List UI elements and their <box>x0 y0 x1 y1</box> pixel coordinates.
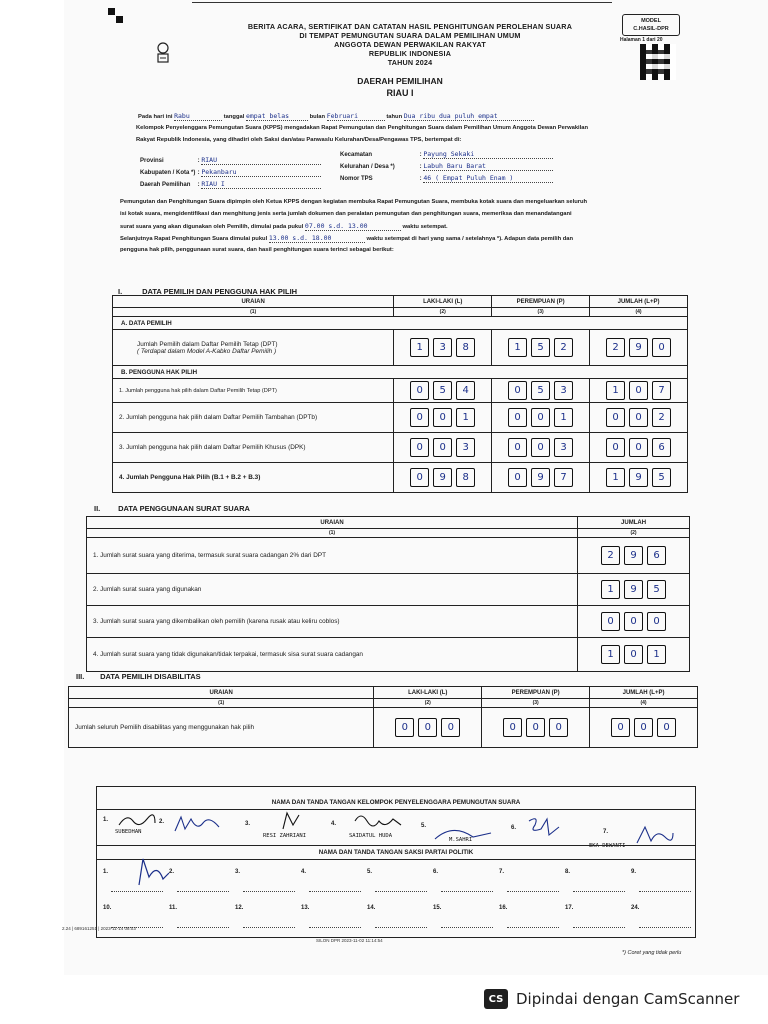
saksi-signature-slot: 5. <box>367 869 373 875</box>
saksi-signature-slot: 13. <box>301 905 310 911</box>
digit-box: 0 <box>652 338 671 357</box>
time-range-1: 07.00 s.d. 13.00 <box>305 222 401 231</box>
camscanner-watermark <box>472 981 768 1017</box>
kpu-logo-icon <box>156 42 170 64</box>
col-jumlah: JUMLAH (L+P) <box>590 687 698 699</box>
digit-box: 1 <box>606 468 625 487</box>
page-indicator: Halaman 1 dari 20 <box>620 37 663 43</box>
col-jumlah: JUMLAH <box>578 517 690 529</box>
table-section-3 <box>68 686 698 748</box>
saksi-signature-line <box>639 927 691 928</box>
digit-box: 1 <box>508 338 527 357</box>
saksi-signature-line <box>375 891 427 892</box>
dpt-jumlah-cell <box>590 330 688 366</box>
digit-box: 3 <box>456 438 475 457</box>
kpps-signature-5 <box>421 823 426 829</box>
digit-box: 0 <box>410 438 429 457</box>
signature-scribble-icon <box>173 813 223 835</box>
table-colnum-row <box>87 529 690 538</box>
colnum: (3) <box>482 699 590 708</box>
kpps-name-5: M.SAHRI <box>449 837 473 843</box>
cell-jumlah <box>590 379 688 403</box>
saksi-signature-slot: 17. <box>565 905 574 911</box>
digit-box: 0 <box>601 612 620 631</box>
saksi-signature-slot: 9. <box>631 869 637 875</box>
digit-box: 0 <box>634 718 653 737</box>
section-3-number: III. <box>76 672 85 681</box>
digit-box: 8 <box>456 468 475 487</box>
digit-box: 0 <box>606 438 625 457</box>
section-3-title <box>76 672 201 681</box>
kpps-name-4: SAIDATUL HUDA <box>349 833 393 839</box>
saksi-signature-line <box>243 927 295 928</box>
provinsi-field: Provinsi : RIAU <box>140 156 321 165</box>
year-label: tahun <box>386 114 403 120</box>
cell-jumlah <box>578 606 690 638</box>
title-line: REPUBLIK INDONESIA <box>368 49 452 58</box>
colnum: (2) <box>578 529 690 538</box>
saksi-signature-slot: 3. <box>235 869 241 875</box>
digit-box: 0 <box>410 408 429 427</box>
saksi-signature-line <box>507 891 559 892</box>
signature-scribble-icon <box>525 815 565 839</box>
cell-perempuan <box>482 708 590 748</box>
kabkota-field: Kabupaten / Kota *) : Pekanbaru <box>140 168 321 177</box>
title-line: BERITA ACARA, SERTIFIKAT DAN CATATAN HASIL PENGHITUNGAN PEROLEHAN SUARA <box>247 22 573 31</box>
cell-perempuan <box>492 403 590 433</box>
col-laki: LAKI-LAKI (L) <box>374 687 482 699</box>
cell-jumlah <box>590 708 698 748</box>
digit-box: 0 <box>531 408 550 427</box>
colnum: (1) <box>87 529 578 538</box>
dpt-label-line-1: Jumlah Pemilih dalam Daftar Pemilih Tetap (DPT) <box>137 340 278 348</box>
table-header-row <box>113 296 688 308</box>
digit-box: 0 <box>503 718 522 737</box>
group-a-label: A. DATA PEMILIH <box>113 317 688 330</box>
col-perempuan: PEREMPUAN (P) <box>482 687 590 699</box>
signature-scribble-icon <box>133 857 173 887</box>
body-line-2: isi kotak suara, mengidentifikasi dan menghitung jenis serta jumlah dokumen dan peralatan pemungutan dan penghitungan suara, memeriksa dan menandatangani <box>120 211 572 217</box>
digit-box: 1 <box>554 408 573 427</box>
kabkota-label: Kabupaten / Kota *) <box>140 170 196 176</box>
qr-code-icon <box>640 44 676 80</box>
digit-box: 0 <box>531 438 550 457</box>
digit-box: 9 <box>531 468 550 487</box>
signature-number: 2. <box>159 819 165 825</box>
month-label: bulan <box>309 114 326 120</box>
table-row <box>87 538 690 574</box>
col-jumlah: JUMLAH (L+P) <box>590 296 688 308</box>
col-laki: LAKI-LAKI (L) <box>394 296 492 308</box>
digit-box: 5 <box>433 381 452 400</box>
saksi-signature-slot: 12. <box>235 905 244 911</box>
dpt-laki-cell <box>394 330 492 366</box>
digit-box: 0 <box>433 408 452 427</box>
digit-box: 9 <box>624 580 643 599</box>
row-label: 2. Jumlah pengguna hak pilih dalam Daftar Pemilih Tambahan (DPTb) <box>113 403 394 433</box>
section-2-heading: DATA PENGGUNAAN SURAT SUARA <box>118 504 250 513</box>
divider <box>97 859 695 860</box>
digit-box: 0 <box>433 438 452 457</box>
cell-jumlah <box>590 403 688 433</box>
opening-line-3: Rakyat Republik Indonesia, yang dihadiri oleh Saksi dan/atau Panwaslu Kelurahan/Desa/Pengawas TPS, bertempat di: <box>136 137 462 143</box>
day-value: Rabu <box>174 112 222 121</box>
cell-laki <box>394 433 492 463</box>
model-code: C.HASIL-DPR <box>633 26 669 32</box>
signature-number: 4. <box>331 821 337 827</box>
digit-box: 1 <box>410 338 429 357</box>
digit-box: 7 <box>554 468 573 487</box>
row-label: 3. Jumlah pengguna hak pilih dalam Daftar Pemilih Khusus (DPK) <box>113 433 394 463</box>
cell-jumlah <box>578 638 690 672</box>
digit-box: 0 <box>395 718 414 737</box>
row-label: 1. Jumlah pengguna hak pilih dalam Daftar Pemilih Tetap (DPT) <box>113 379 394 403</box>
saksi-signature-line <box>441 927 493 928</box>
title-line: TAHUN 2024 <box>387 58 433 67</box>
opening-line-1 <box>138 112 698 121</box>
digit-box: 8 <box>456 338 475 357</box>
table-section-2 <box>86 516 690 672</box>
tps-label: Nomor TPS <box>340 176 373 182</box>
table-header-row <box>69 687 698 699</box>
digit-box: 3 <box>554 438 573 457</box>
table-header-row <box>87 517 690 529</box>
barcode-center: SILON DPR 2023-11-02 11:14:54 <box>316 938 383 943</box>
saksi-signature-slot: 1. <box>103 869 109 875</box>
row-label: 3. Jumlah surat suara yang dikembalikan oleh pemilih (karena rusak atau keliru coblos) <box>87 606 578 638</box>
digit-box: 0 <box>657 718 676 737</box>
digit-box: 9 <box>433 468 452 487</box>
signature-number: 1. <box>103 817 109 823</box>
colnum: (1) <box>69 699 374 708</box>
colnum: (2) <box>394 308 492 317</box>
table-row <box>113 379 688 403</box>
table-row <box>87 638 690 672</box>
digit-box: 2 <box>554 338 573 357</box>
registration-mark <box>108 8 115 15</box>
signature-number: 7. <box>603 829 609 835</box>
digit-box: 1 <box>647 645 666 664</box>
digit-box: 0 <box>441 718 460 737</box>
saksi-signature-line <box>177 891 229 892</box>
digit-box: 9 <box>624 546 643 565</box>
saksi-signature-slot: 15. <box>433 905 442 911</box>
group-b-label: B. PENGGUNA HAK PILIH <box>113 366 688 379</box>
body-line-4 <box>120 234 710 243</box>
model-label: MODEL <box>641 18 661 24</box>
keldesa-value: Labuh Baru Barat <box>423 162 553 171</box>
model-badge <box>622 14 680 36</box>
digit-box: 0 <box>629 438 648 457</box>
row-label: 4. Jumlah surat suara yang tidak digunakan/tidak terpakai, termasuk sisa surat suara cadangan <box>87 638 578 672</box>
row-label: 4. Jumlah Pengguna Hak Pilih (B.1 + B.2 + B.3) <box>113 463 394 493</box>
col-uraian: URAIAN <box>69 687 374 699</box>
cell-laki <box>374 708 482 748</box>
keldesa-label: Kelurahan / Desa *) <box>340 164 395 170</box>
group-row-a <box>113 317 688 330</box>
digit-box: 0 <box>647 612 666 631</box>
signature-box <box>96 786 696 938</box>
digit-box: 0 <box>606 408 625 427</box>
dpt-perempuan-cell <box>492 330 590 366</box>
region-value: RIAU I <box>386 88 414 98</box>
document-title <box>210 22 610 67</box>
digit-box: 0 <box>508 438 527 457</box>
body-line-1: Pemungutan dan Penghitungan Suara dipimpin oleh Ketua KPPS dengan kegiatan membuka Rapat Pemungutan Suara, membuka kotak suara dan mengeluarkan seluruh <box>120 199 588 205</box>
colnum: (3) <box>492 308 590 317</box>
kpps-name-3: RESI ZAHRIANI <box>263 833 307 839</box>
digit-box: 9 <box>629 338 648 357</box>
saksi-signature-line <box>243 891 295 892</box>
digit-box: 5 <box>652 468 671 487</box>
tps-field: Nomor TPS : 46 ( Empat Puluh Enam ) <box>340 174 553 183</box>
section-3-heading: DATA PEMILIH DISABILITAS <box>100 672 201 681</box>
kpps-signature-3 <box>245 821 250 827</box>
digit-box: 0 <box>629 381 648 400</box>
table-row-total <box>113 463 688 493</box>
cell-jumlah <box>578 538 690 574</box>
saksi-signature-line <box>177 927 229 928</box>
provinsi-label: Provinsi <box>140 158 164 164</box>
body-line-3-prefix: surat suara yang akan digunakan oleh Pemilih, dimulai pada pukul <box>120 224 304 230</box>
title-line: ANGGOTA DEWAN PERWAKILAN RAKYAT <box>334 40 486 49</box>
section-2-title <box>94 504 250 513</box>
signature-number: 6. <box>511 825 517 831</box>
digit-box: 0 <box>629 408 648 427</box>
signature-number: 5. <box>421 823 427 829</box>
digit-box: 1 <box>601 580 620 599</box>
row-label: 2. Jumlah surat suara yang digunakan <box>87 574 578 606</box>
signature-scribble-icon <box>117 811 157 829</box>
saksi-signature-line <box>375 927 427 928</box>
title-line: DI TEMPAT PEMUNGUTAN SUARA DALAM PEMILIHAN UMUM <box>299 31 521 40</box>
digit-box: 1 <box>606 381 625 400</box>
digit-box: 0 <box>508 408 527 427</box>
cell-perempuan <box>492 433 590 463</box>
saksi-signature-slot: 16. <box>499 905 508 911</box>
table-row <box>113 433 688 463</box>
kecamatan-value: Payung Sekaki <box>423 150 553 159</box>
registration-mark <box>116 16 123 23</box>
body-line-4-prefix: Selanjutnya Rapat Penghitungan Suara dimulai pukul <box>120 236 268 242</box>
cell-jumlah <box>578 574 690 606</box>
opening-line-2: Kelompok Penyelenggara Pemungutan Suara (KPPS) mengadakan Rapat Pemungutan dan Penghitungan Suara dalam Pemilihan Umum Anggota Dewan Perwakilan <box>136 125 589 131</box>
camscanner-text: Dipindai dengan CamScanner <box>516 990 740 1008</box>
top-border-line <box>192 2 612 3</box>
saksi-signature-slot: 10. <box>103 905 112 911</box>
digit-box: 2 <box>606 338 625 357</box>
digit-box: 5 <box>647 580 666 599</box>
digit-box: 0 <box>611 718 630 737</box>
saksi-signature-line <box>573 927 625 928</box>
col-uraian: URAIAN <box>87 517 578 529</box>
saksi-signature-line <box>309 891 361 892</box>
kpps-signature-1 <box>103 817 108 823</box>
saksi-signature-slot: 14. <box>367 905 376 911</box>
barcode-left: 2.24 | 689161251 | 2023-11-14 08:03 <box>62 926 136 931</box>
kecamatan-label: Kecamatan <box>340 152 373 158</box>
row-label: 1. Jumlah surat suara yang diterima, termasuk surat suara cadangan 2% dari DPT <box>87 538 578 574</box>
table-row <box>113 403 688 433</box>
digit-box: 1 <box>601 645 620 664</box>
digit-box: 0 <box>410 381 429 400</box>
section-2-number: II. <box>94 504 101 513</box>
digit-box: 0 <box>549 718 568 737</box>
digit-box: 5 <box>531 381 550 400</box>
keldesa-field: Kelurahan / Desa *) : Labuh Baru Barat <box>340 162 553 171</box>
section-1-heading: DATA PEMILIH DAN PENGGUNA HAK PILIH <box>142 287 298 296</box>
body-line-4-suffix: waktu setempat di hari yang sama / setelahnya *). Adapun data pemilih dan <box>366 236 574 242</box>
saksi-signature-slot: 2. <box>169 869 175 875</box>
date-label: tanggal <box>223 114 245 120</box>
saksi-signature-line <box>639 891 691 892</box>
digit-box: 0 <box>526 718 545 737</box>
colnum: (2) <box>374 699 482 708</box>
table-section-1 <box>112 295 688 493</box>
group-row-b <box>113 366 688 379</box>
cell-laki <box>394 403 492 433</box>
digit-box: 1 <box>456 408 475 427</box>
digit-box: 0 <box>624 612 643 631</box>
saksi-signature-slot: 6. <box>433 869 439 875</box>
footer-note: *) Coret yang tidak perlu <box>622 950 682 956</box>
digit-box: 2 <box>652 408 671 427</box>
signature-scribble-icon <box>279 811 305 831</box>
body-line-3 <box>120 222 700 231</box>
divider <box>97 845 695 846</box>
digit-box: 3 <box>433 338 452 357</box>
colnum: (4) <box>590 699 698 708</box>
colnum: (4) <box>590 308 688 317</box>
dpt-label-line-2: ( Terdapat dalam Model A-Kabko Daftar Pemilih ) <box>137 347 277 355</box>
cell-perempuan <box>492 463 590 493</box>
digit-box: 0 <box>418 718 437 737</box>
digit-box: 3 <box>554 381 573 400</box>
col-perempuan: PEREMPUAN (P) <box>492 296 590 308</box>
table-colnum-row <box>69 699 698 708</box>
signature-scribble-icon <box>635 823 675 847</box>
table-colnum-row <box>113 308 688 317</box>
colnum: (1) <box>113 308 394 317</box>
kpps-name-1: SUBEDHAN <box>115 829 142 835</box>
digit-box: 0 <box>410 468 429 487</box>
saksi-signature-line <box>309 927 361 928</box>
digit-box: 0 <box>508 381 527 400</box>
table-row <box>87 574 690 606</box>
divider <box>97 809 695 810</box>
dpt-label <box>113 330 394 366</box>
saksi-signature-slot: 24. <box>631 905 640 911</box>
kecamatan-field: Kecamatan : Payung Sekaki <box>340 150 553 159</box>
saksi-signature-slot: 8. <box>565 869 571 875</box>
table-row-dpt <box>113 330 688 366</box>
month-value: Februari <box>327 112 385 121</box>
year-value: Dua ribu dua puluh empat <box>404 112 534 121</box>
time-range-2: 13.00 s.d. 18.00 <box>269 234 365 243</box>
signature-scribble-icon <box>353 811 403 831</box>
body-line-3-suffix: waktu setempat. <box>402 224 448 230</box>
saksi-signature-slot: 11. <box>169 905 178 911</box>
saksi-signature-line <box>573 891 625 892</box>
kpps-signature-7 <box>603 829 608 835</box>
digit-box: 2 <box>601 546 620 565</box>
saksi-signature-line <box>441 891 493 892</box>
opening-prefix: Pada hari ini <box>138 114 173 120</box>
dapil-label: Daerah Pemilihan <box>140 182 191 188</box>
region-label: DAERAH PEMILIHAN <box>357 76 443 86</box>
provinsi-value: RIAU <box>201 156 321 165</box>
digit-box: 4 <box>456 381 475 400</box>
digit-box: 0 <box>508 468 527 487</box>
body-line-5: pengguna hak pilih, penggunaan surat suara, dan hasil penghitungan suara terinci sebagai berikut: <box>120 247 394 253</box>
digit-box: 5 <box>531 338 550 357</box>
kpps-name-7: EKA DEWANTI <box>589 843 626 849</box>
table-row <box>87 606 690 638</box>
cell-perempuan <box>492 379 590 403</box>
section-1-number: I. <box>118 287 123 296</box>
cell-jumlah <box>590 433 688 463</box>
digit-box: 9 <box>629 468 648 487</box>
kpps-signature-title: NAMA DAN TANDA TANGAN KELOMPOK PENYELENGGARA PEMUNGUTAN SUARA <box>271 799 521 806</box>
kpps-signature-4 <box>331 821 336 827</box>
digit-box: 6 <box>647 546 666 565</box>
table-row <box>69 708 698 748</box>
camscanner-logo-icon: CS <box>484 989 508 1009</box>
tps-value: 46 ( Empat Puluh Enam ) <box>423 174 553 183</box>
kpps-signature-2 <box>159 819 164 825</box>
cell-laki <box>394 379 492 403</box>
row-label: Jumlah seluruh Pemilih disabilitas yang menggunakan hak pilih <box>69 708 374 748</box>
kpps-signature-6 <box>511 825 516 831</box>
saksi-signature-slot: 7. <box>499 869 505 875</box>
digit-box: 6 <box>652 438 671 457</box>
signature-scribble-icon <box>433 823 493 843</box>
digit-box: 7 <box>652 381 671 400</box>
date-value: empat belas <box>246 112 308 121</box>
digit-box: 0 <box>624 645 643 664</box>
signature-number: 3. <box>245 821 251 827</box>
saksi-signature-title: NAMA DAN TANDA TANGAN SAKSI PARTAI POLITIK <box>318 849 474 856</box>
dapil-value: RIAU I <box>201 180 321 189</box>
saksi-signature-line <box>507 927 559 928</box>
saksi-signature-slot: 4. <box>301 869 307 875</box>
col-uraian: URAIAN <box>113 296 394 308</box>
saksi-signature-line <box>111 891 163 892</box>
kabkota-value: Pekanbaru <box>201 168 321 177</box>
cell-jumlah <box>590 463 688 493</box>
dapil-field: Daerah Pemilihan : RIAU I <box>140 180 321 189</box>
cell-laki <box>394 463 492 493</box>
